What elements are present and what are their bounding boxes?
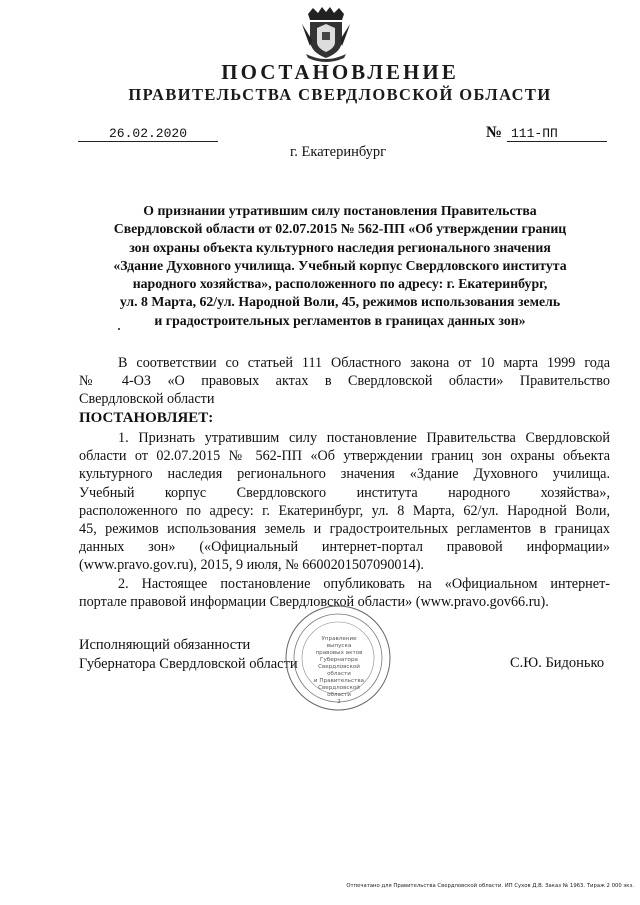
- document-subtitle: ПРАВИТЕЛЬСТВА СВЕРДЛОВСКОЙ ОБЛАСТИ: [128, 85, 552, 104]
- seal-line: Свердловской: [318, 685, 360, 691]
- position-line: Губернатора Свердловской области: [79, 655, 298, 672]
- item-1-paragraph: [79, 429, 610, 575]
- body-line: В соответствии со статьей 111 Областного закона от 10 марта 1999 года: [118, 355, 610, 371]
- body-line: расположенного по адресу: г. Екатеринбург, ул. 8 Марта, 62/ул. Народной Воли,: [79, 502, 610, 519]
- body-line: 45, режимов использования земель и градостроительных регламентов в границах: [79, 521, 610, 538]
- preamble-paragraph: [79, 354, 610, 427]
- heading-line: «Здание Духовного училища. Учебный корпус Свердловского института: [113, 257, 567, 273]
- stray-mark: [118, 328, 120, 330]
- print-footer: Отпечатано для Правительства Свердловской области. ИП Сухов Д.В. Заказ № 1963. Тираж 2 000 экз.: [346, 883, 634, 889]
- body-line: 1. Признать утратившим силу постановление Правительства Свердловской: [118, 430, 610, 446]
- seal-text: [309, 636, 369, 706]
- signatory-name: С.Ю. Бидонько: [510, 655, 605, 671]
- document-title: ПОСТАНОВЛЕНИЕ: [221, 60, 459, 84]
- heading-line: ул. 8 Марта, 62/ул. Народной Воли, 45, режимов использования земель: [119, 294, 561, 310]
- number-label: №: [486, 124, 503, 141]
- seal-line: 2: [337, 699, 341, 705]
- body-line: (www.pravo.gov.ru), 2015, 9 июля, № 6600201507090014).: [79, 557, 424, 574]
- seal-line: области: [327, 692, 351, 698]
- seal-line: и Правительства: [313, 678, 365, 684]
- body-line: № 4-ОЗ «О правовых актах в Свердловской области» Правительство: [79, 373, 610, 390]
- coat-of-arms-icon: [300, 6, 352, 62]
- heading-line: и градостроительных регламентов в границах данных зон»: [154, 312, 526, 328]
- signature-position: [79, 636, 298, 673]
- heading-line: народного хозяйства», расположенного по адресу: г. Екатеринбург,: [132, 276, 548, 292]
- body-line: данных зон» («Официальный интернет-портал правовой информации»: [79, 539, 610, 556]
- body-line: 2. Настоящее постановление опубликовать на «Официальном интернет-: [118, 576, 610, 592]
- seal-line: Губернатора: [320, 657, 358, 663]
- document-number: 111-ПП: [507, 126, 607, 142]
- heading-line: О признании утратившим силу постановления Правительства: [143, 203, 537, 218]
- document-city: г. Екатеринбург: [290, 144, 387, 160]
- body-line: портале правовой информации Свердловской области» (www.pravo.gov66.ru).: [79, 594, 549, 611]
- body-line: Учебный корпус Свердловского института народного хозяйства»,: [79, 484, 610, 501]
- decree-word: ПОСТАНОВЛЯЕТ:: [79, 409, 214, 426]
- seal-line: Управление: [321, 636, 357, 642]
- body-line: культурного наследия регионального значения «Здание Духовного училища.: [79, 466, 610, 483]
- heading-line: зон охраны объекта культурного наследия регионального значения: [129, 239, 551, 255]
- document-heading: [72, 202, 608, 330]
- seal-line: Свердловской области: [318, 664, 360, 677]
- seal-line: выпуска: [326, 643, 352, 649]
- heading-line: Свердловской области от 02.07.2015 № 562-ПП «Об утверждении границ: [113, 221, 567, 237]
- document-date: 26.02.2020: [78, 126, 218, 142]
- seal-line: правовых актов: [315, 650, 363, 656]
- position-line: Исполняющий обязанности: [79, 637, 251, 653]
- body-line: области от 02.07.2015 № 562-ПП «Об утверждении границ зон охраны объекта: [79, 448, 610, 465]
- body-line: Свердловской области: [79, 391, 215, 408]
